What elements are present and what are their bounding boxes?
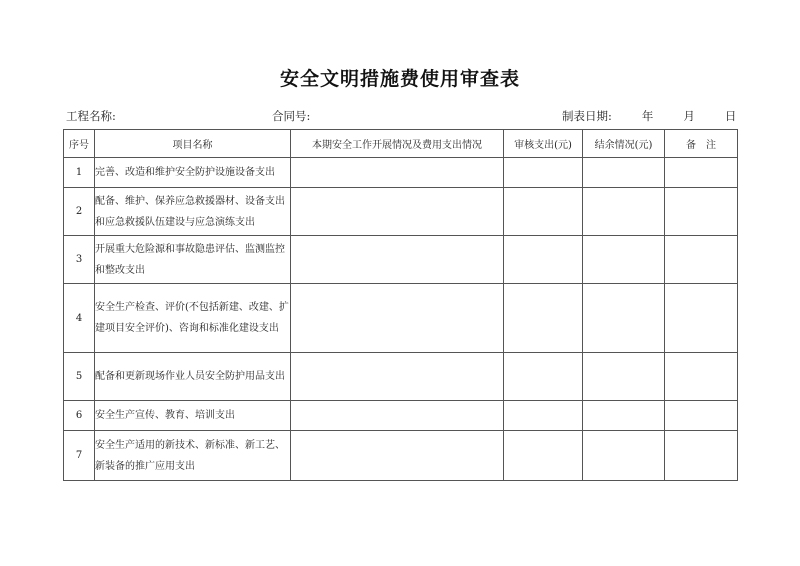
approved-expense-cell[interactable] bbox=[504, 188, 583, 236]
remarks-cell[interactable] bbox=[665, 188, 738, 236]
header-work-and-expense: 本期安全工作开展情况及费用支出情况 bbox=[291, 130, 504, 158]
date-month-unit: 月 bbox=[683, 109, 695, 123]
header-remarks: 备 注 bbox=[665, 130, 738, 158]
balance-cell[interactable] bbox=[583, 236, 665, 284]
table-row bbox=[64, 236, 738, 284]
contract-number-label: 合同号: bbox=[272, 109, 311, 123]
approved-expense-cell[interactable] bbox=[504, 431, 583, 481]
work-expense-cell[interactable] bbox=[291, 401, 504, 431]
work-expense-cell[interactable] bbox=[291, 236, 504, 284]
remarks-cell[interactable] bbox=[665, 353, 738, 401]
remarks-cell[interactable] bbox=[665, 401, 738, 431]
row-item-name: 安全生产宣传、教育、培训支出 bbox=[95, 401, 291, 431]
approved-expense-cell[interactable] bbox=[504, 284, 583, 353]
work-expense-cell[interactable] bbox=[291, 188, 504, 236]
date-year-unit: 年 bbox=[641, 109, 654, 123]
balance-cell[interactable] bbox=[583, 353, 665, 401]
expense-review-table bbox=[63, 129, 738, 481]
row-number: 3 bbox=[64, 236, 95, 284]
balance-cell[interactable] bbox=[583, 401, 665, 431]
table-row bbox=[64, 431, 738, 481]
row-number: 2 bbox=[64, 188, 95, 236]
approved-expense-cell[interactable] bbox=[504, 401, 583, 431]
remarks-cell[interactable] bbox=[665, 158, 738, 188]
table-row bbox=[64, 353, 738, 401]
row-item-name: 配备、维护、保养应急救援器材、设备支出和应急救援队伍建设与应急演练支出 bbox=[95, 188, 291, 236]
form-date bbox=[562, 108, 736, 124]
table-row bbox=[64, 158, 738, 188]
approved-expense-cell[interactable] bbox=[504, 158, 583, 188]
row-item-name: 完善、改造和维护安全防护设施设备支出 bbox=[95, 158, 291, 188]
project-name-label: 工程名称: bbox=[66, 109, 116, 123]
header-balance: 结余情况(元) bbox=[583, 130, 665, 158]
remarks-cell[interactable] bbox=[665, 236, 738, 284]
row-item-name: 安全生产检查、评价(不包括新建、改建、扩建项目安全评价)、咨询和标准化建设支出 bbox=[95, 284, 291, 353]
form-title: 安全文明措施费使用审查表 bbox=[279, 68, 520, 90]
balance-cell[interactable] bbox=[583, 158, 665, 188]
balance-cell[interactable] bbox=[583, 431, 665, 481]
row-number: 5 bbox=[64, 353, 95, 401]
table-header-row bbox=[64, 130, 738, 158]
balance-cell[interactable] bbox=[583, 284, 665, 353]
approved-expense-cell[interactable] bbox=[504, 353, 583, 401]
header-item-name: 项目名称 bbox=[95, 130, 291, 158]
approved-expense-cell[interactable] bbox=[504, 236, 583, 284]
remarks-cell[interactable] bbox=[665, 284, 738, 353]
row-item-name: 配备和更新现场作业人员安全防护用品支出 bbox=[95, 353, 291, 401]
remarks-cell[interactable] bbox=[665, 431, 738, 481]
date-day-unit: 日 bbox=[724, 109, 737, 123]
header-serial: 序号 bbox=[64, 130, 95, 158]
table-row bbox=[64, 401, 738, 431]
row-number: 6 bbox=[64, 401, 95, 431]
work-expense-cell[interactable] bbox=[291, 284, 504, 353]
work-expense-cell[interactable] bbox=[291, 353, 504, 401]
header-approved-expense: 审核支出(元) bbox=[504, 130, 583, 158]
balance-cell[interactable] bbox=[583, 188, 665, 236]
work-expense-cell[interactable] bbox=[291, 431, 504, 481]
row-number: 7 bbox=[64, 431, 95, 481]
row-number: 4 bbox=[64, 284, 95, 353]
table-row bbox=[64, 188, 738, 236]
row-item-name: 安全生产适用的新技术、新标准、新工艺、新装备的推广应用支出 bbox=[95, 431, 291, 481]
form-date-label: 制表日期: bbox=[562, 109, 612, 123]
row-number: 1 bbox=[64, 158, 95, 188]
row-item-name: 开展重大危险源和事故隐患评估、监测监控和整改支出 bbox=[95, 236, 291, 284]
table-row bbox=[64, 284, 738, 353]
work-expense-cell[interactable] bbox=[291, 158, 504, 188]
